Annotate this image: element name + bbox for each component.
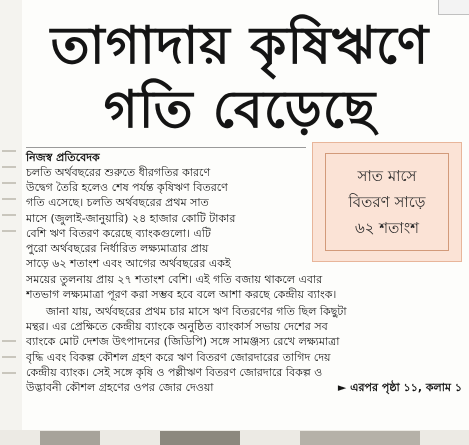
body-line: ব্যাংকে মোট দেশজ উৎপাদনের (জিডিপি) সঙ্গে সামঞ্জস্য রেখে লক্ষ্যমাত্রা (26, 335, 340, 349)
headline-line-2: গতি বেড়েছে (103, 80, 377, 140)
edge-mark (2, 182, 16, 184)
bottom-photo-fragment (300, 431, 420, 445)
body-line: বৃদ্ধি এবং বিকল্প কৌশল গ্রহণ করে ঋণ বিতরণ জোরদারের তাগিদ দেয় (26, 350, 331, 364)
edge-mark (2, 356, 16, 358)
headline-line-1: তাগাদায় কৃষিঋণে (50, 16, 430, 76)
pull-quote-frame (325, 153, 449, 251)
pull-quote-line-2: বিতরণ সাড়ে (348, 193, 426, 211)
corner-logo-fragment (438, 0, 469, 15)
bottom-photo-fragment (40, 431, 100, 445)
body-line: সাড়ে ৬২ শতাংশ এবং আগের অর্থবছরের একই (26, 257, 231, 271)
edge-mark (2, 214, 16, 216)
edge-mark (2, 166, 16, 168)
body-last-line (26, 380, 462, 395)
body-line: মন্থর। এর প্রেক্ষিতে কেন্দ্রীয় ব্যাংকে অনুষ্ঠিত ব্যাংকার্স সভায় দেশের সব (26, 320, 328, 334)
body-line: পুরো অর্থবছরের নির্ধারিত লক্ষ্যমাত্রার প্রায় (26, 241, 209, 255)
edge-mark (2, 340, 16, 342)
body-paragraph-2 (26, 304, 462, 395)
continue-marker: ► এরপর পৃষ্ঠা ১১, কলাম ১ (337, 380, 462, 394)
body-line: শতভাগ লক্ষ্যমাত্রা পূরণ করা সম্ভব হবে বলে আশা করছে কেন্দ্রীয় ব্যাংক। (26, 288, 337, 302)
body-line: সময়ের তুলনায় প্রায় ২৭ শতাংশ বেশি। এই গতি বজায় থাকলে এবার (26, 273, 323, 286)
edge-mark (2, 372, 16, 374)
body-line: জানা যায়, অর্থবছরের প্রথম চার মাসে ঋণ বিতরণের গতি ছিল কিছুটা (46, 305, 347, 318)
body-paragraph-1-cont (26, 272, 462, 302)
pull-quote-line-3: ৬২ শতাংশ (354, 219, 420, 237)
body-line: কেন্দ্রীয় ব্যাংক। সেই সঙ্গে কৃষি ও পল্লীঋণ বিতরণ জোরদারে বিকল্প ও (26, 365, 323, 379)
body-line: বেশি ঋণ বিতরণ করেছে ব্যাংকগুলো। এটি (26, 226, 211, 240)
body-line: উদ্বেগ তৈরি হলেও শেষ পর্যন্ত কৃষিঋণ বিতরণে (26, 181, 228, 195)
edge-mark (2, 198, 16, 200)
bottom-photo-fragment (160, 431, 240, 445)
byline: নিজস্ব প্রতিবেদক (26, 151, 100, 164)
body-line: গতি এসেছে। চলতি অর্থবছরের প্রথম সাত (26, 196, 209, 210)
pull-quote-line-1: সাত মাসে (357, 167, 417, 185)
byline-rule (26, 147, 306, 148)
body-line: উদ্ভাবনী কৌশল গ্রহণের ওপর জোর দেওয়া (26, 380, 214, 394)
body-line: চলতি অর্থবছরের শুরুতে ধীরগতির কারণে (26, 166, 211, 179)
body-paragraph-1 (26, 165, 308, 271)
edge-mark (2, 230, 16, 232)
body-line: মাসে (জুলাই-জানুয়ারি) ২৪ হাজার কোটি টাকার (26, 211, 236, 225)
previous-column-edge (0, 0, 22, 445)
pull-quote-box (312, 142, 462, 262)
edge-mark (2, 150, 16, 152)
